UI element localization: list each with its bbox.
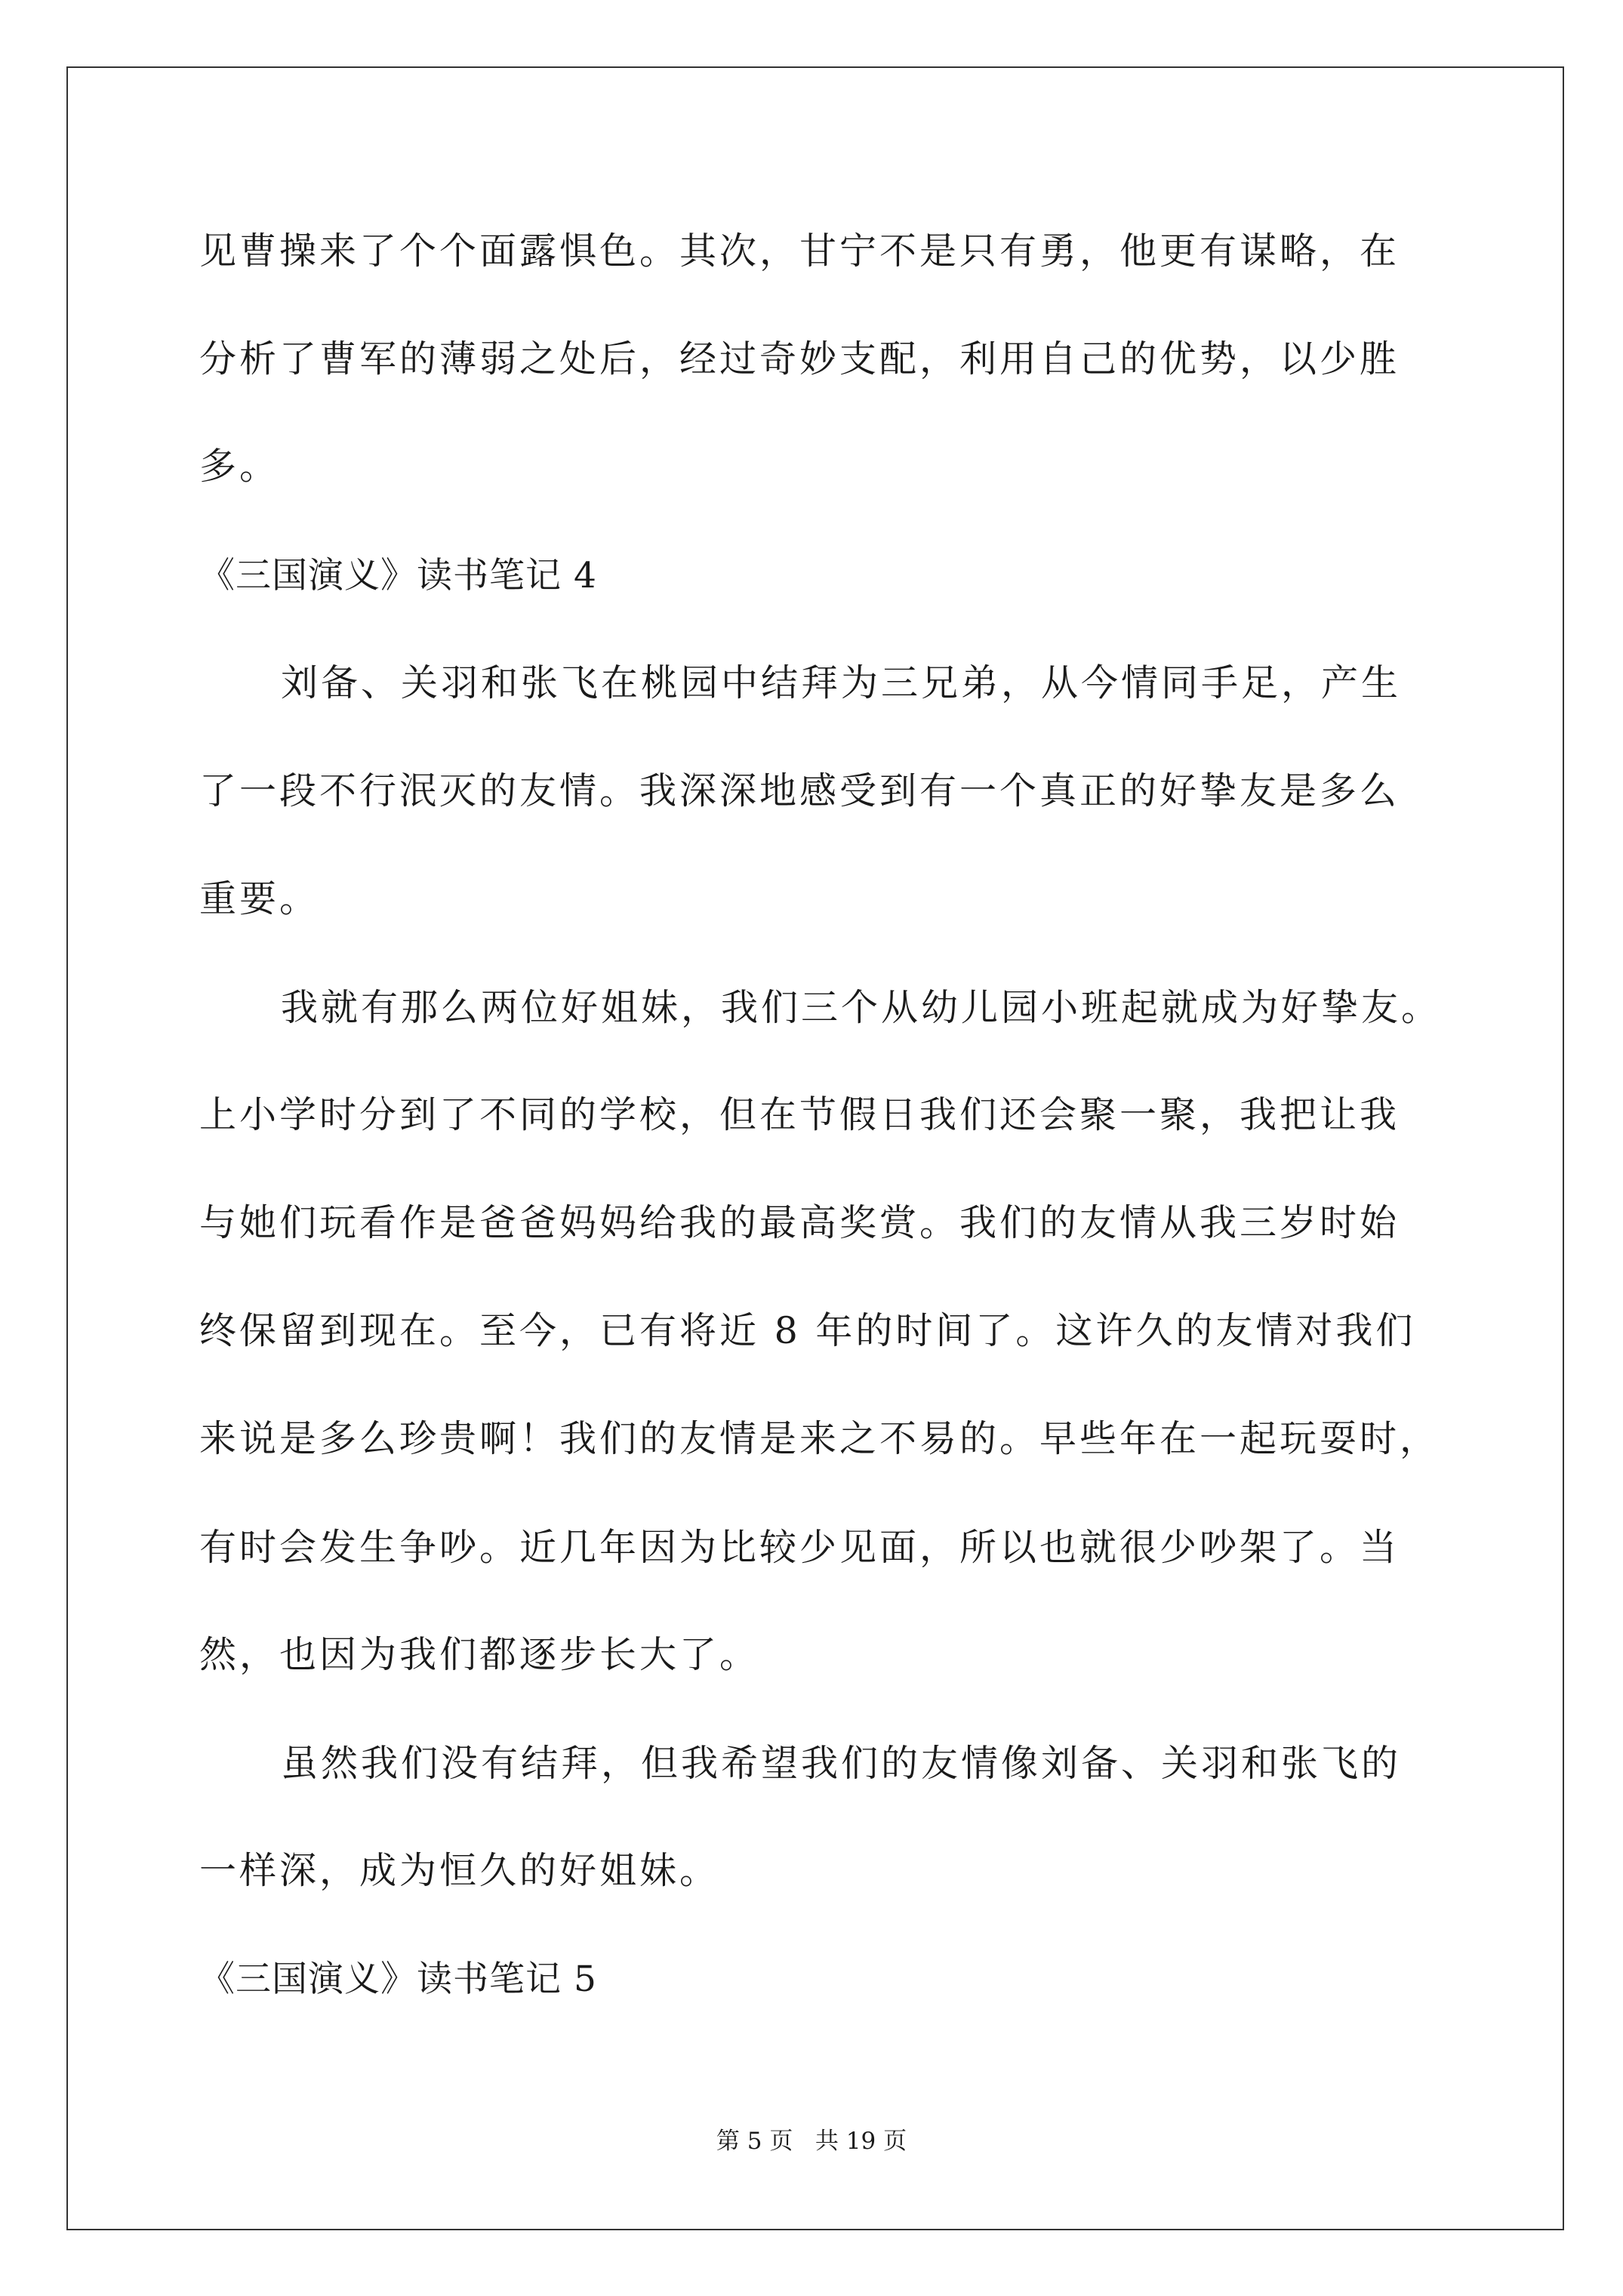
text-line: 与她们玩看作是爸爸妈妈给我的最高奖赏。我们的友情从我三岁时始 [199, 1201, 1400, 1244]
text-line: 一样深，成为恒久的好姐妹。 [199, 1849, 720, 1892]
page-number-footer: 第 5 页 共 19 页 [716, 2128, 907, 2155]
text-line: 重要。 [199, 877, 320, 920]
text-line: 有时会发生争吵。近几年因为比较少见面，所以也就很少吵架了。当 [199, 1526, 1400, 1569]
paragraph-first-line: 刘备、关羽和张飞在桃园中结拜为三兄弟，从今情同手足，产生 [281, 661, 1402, 704]
text-line: 终保留到现在。至今，已有将近 8 年的时间了。这许久的友情对我们 [199, 1309, 1416, 1352]
paragraph-first-line: 虽然我们没有结拜，但我希望我们的友情像刘备、关羽和张飞的 [281, 1742, 1402, 1785]
text-line: 多。 [199, 445, 280, 488]
text-line: 分析了曹军的薄弱之处后，经过奇妙支配，利用自己的优势，以少胜 [199, 337, 1400, 381]
text-line: 上小学时分到了不同的学校，但在节假日我们还会聚一聚，我把让我 [199, 1093, 1400, 1136]
text-line: 了一段不行泯灭的友情。我深深地感受到有一个真正的好挚友是多么 [199, 769, 1400, 812]
text-line: 来说是多么珍贵啊！我们的友情是来之不易的。早些年在一起玩耍时， [199, 1417, 1440, 1460]
section-heading-5: 《三国演义》读书笔记 5 [199, 1959, 597, 2000]
text-line: 见曹操来了个个面露惧色。其次，甘宁不是只有勇，他更有谋略，在 [199, 230, 1400, 273]
text-line: 然，也因为我们都逐步长大了。 [199, 1633, 760, 1676]
paragraph-first-line: 我就有那么两位好姐妹，我们三个从幼儿园小班起就成为好挚友。 [281, 986, 1442, 1029]
section-heading-4: 《三国演义》读书笔记 4 [199, 555, 597, 596]
